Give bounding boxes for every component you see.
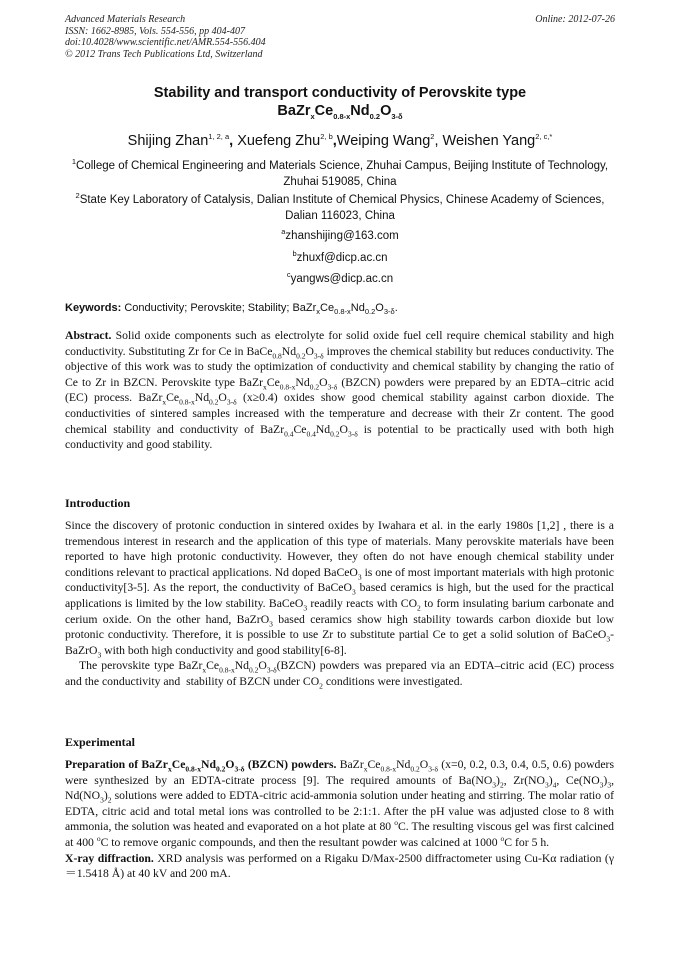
author-affil: 2	[430, 132, 435, 142]
xray-paragraph	[65, 851, 614, 882]
email-a: $^a$zhanshijing@163.com	[281, 227, 399, 242]
title-line-1: Stability and transport conductivity of Perovskite type	[153, 85, 527, 101]
affiliation-1: $^1$College of Chemical Engineering and Materials Science, Zhuhai Campus, Beijing Institute of Technology, Zhuhai 519085, China	[71, 157, 609, 188]
author-list: Shijing Zhan$^{1, 2, a}$, Xuefeng Zhu$^{2, b}$,Weiping Wang$^2$, Weishen Yang$^{2, c,*}$	[127, 132, 553, 149]
journal-header	[65, 14, 615, 60]
experimental-text: Preparation of $BaZr_xCe_{0.8-x}Nd_{0.2}O_{3-\delta}$ (BZCN) powders. $BaZr_xCe_{0.8-x}Nd_{0.2}O_{3-\delta}$ (x=0, 0.2, 0.3, 0.4, 0.5, 0.6) powders were synthesized by an EDTA-citrate process [9]. The required amounts of $Ba(NO_3)_2$, $Zr(NO_3)_4$, $Ce(NO_3)_3$, $Nd(NO_3)_2$ solutions were added to EDTA-citric acid-ammonia solution under heating and stirring. The molar ratio of EDTA, citric acid and total metal ions was controlled to be 2:1:1. After the pH value was adjusted close to 8 with ammonia, the solution was heated and evaporated on a hot plate at 80 $^o$C. The resulting viscous gel was first calcined at 400 $^o$C to remove organic compounds, and then the resultant powder was calcined at 1000 $^o$C for 5 h. X-ray diffraction. XRD analysis was performed on a Rigaku D/Max-2500 diffractometer using Cu-Kα radiation (γ＝1.5418 Å) at 40 kV and 200 mA.	[65, 758, 614, 881]
introduction-text: Since the discovery of protonic conduction in sintered oxides by Iwahara et al. in the early 1980s [1,2] , there is a tremendous interest in research and the application of this type of materials. Many perovskite materials have been reported to have high protonic conductivity. However, they often do not have enough chemical stability under conditions relevant to practical applications. Nd doped BaCeO$_3$ is one of most important materials with high protonic conductivity[3-5]. As the report, the conductivity of BaCeO$_3$ based ceramics is high, but the used for the practical applications is limited by the low stability. BaCeO$_3$ readily reacts with $CO_2$ to form insulating barium carbonate and cerium oxide. On the other hand, BaZrO$_3$ based ceramics show high stability towards carbon dioxide but low protonic conductivity. Therefore, it is possible to use Zr to substitute partial Ce to get a solid solution of BaCeO$_3$-BaZrO$_3$ with both high conductivity and good stability[6-8]. The perovskite type $BaZr_xCe_{0.8-x}Nd_{0.2}O_{3-\delta}(BZCN)$ powders was prepared via an EDTA–citric acid (EC) process and the conductivity and stability of BZCN under $CO_2$ conditions were investigated.	[65, 519, 615, 691]
preparation-label: Preparation of $BaZr_xCe_{0.8-x}Nd_{0.2}O_{3-\delta}$ (BZCN) powders.	[65, 758, 337, 774]
author-name: Weiping Wang	[336, 133, 431, 149]
introduction-heading: Introduction	[65, 496, 131, 510]
paper-title	[65, 84, 615, 120]
experimental-heading: Experimental	[65, 735, 135, 749]
email-c: $^c$yangws@dicp.ac.cn	[286, 270, 394, 285]
email-b: $^b$zhuxf@dicp.ac.cn	[292, 249, 388, 264]
author-affil: 2, c,*	[535, 132, 553, 142]
keywords-text: Conductivity; Perovskite; Stability;	[124, 302, 290, 314]
title-line-2: $BaZr_xCe_{0.8-x}Nd_{0.2}O_{3-\delta}$	[277, 103, 403, 121]
author-name: Weishen Yang	[442, 133, 536, 149]
author-affil: 2, b	[320, 132, 333, 142]
affiliation-2: $^2$State Key Laboratory of Catalysis, Dalian Institute of Chemical Physics, Chinese Academy of Sciences, Dalian 116023, China	[75, 191, 605, 222]
online-date: Online: 2012-07-26	[535, 14, 615, 25]
issn-line: ISSN: 1662-8985, Vols. 554-556, pp 404-407	[65, 25, 245, 37]
abstract-label: Abstract.	[65, 329, 112, 342]
xray-text: XRD analysis was performed on a Rigaku D/Max-2500 diffractometer using Cu-Kα radiation (γ＝1.5418 Å) at 40 kV and 200 mA.	[65, 851, 614, 881]
author-affil: 1, 2, a	[208, 132, 230, 142]
author-name: Shijing Zhan	[127, 133, 209, 149]
keywords: Keywords: Conductivity; Perovskite; Stability; $BaZr_xCe_{0.8-x}Nd_{0.2}O_{3-\delta}$.	[65, 302, 398, 317]
journal-name: Advanced Materials Research	[65, 14, 186, 25]
author-name: Xuefeng Zhu	[237, 133, 321, 149]
keywords-label: Keywords:	[65, 302, 122, 314]
introduction-paragraph-2: The perovskite type $BaZr_xCe_{0.8-x}Nd_{0.2}O_{3-\delta}(BZCN)$ powders was prepared via an EDTA–citric acid (EC) process and the conductivity and stability of BZCN under $CO_2$ conditions were investigated.	[65, 659, 614, 691]
abstract: Abstract. Solid oxide components such as electrolyte for solid oxide fuel cell require chemical stability and high conductivity. Substituting Zr for Ce in $BaCe_{0.8}Nd_{0.2}O_{3-\delta}$ improves the chemical stability but reduces conductivity. The objective of this work was to study the optimization of conductivity and chemical stability by changing the ratio of Ce to Zr in BZCN. Perovskite type $BaZr_xCe_{0.8-x}Nd_{0.2}O_{3-\delta}$ (BZCN) powders were prepared by an EDTA–citric acid (EC) process. $BaZr_xCe_{0.8-x}Nd_{0.2}O_{3-\delta}$ (x≥0.4) oxides show good chemical stability against carbon dioxide. The conductivities of sintered samples increased with the temperature and decrease with their Zr content. The good chemical stability and conductivity of $BaZr_{0.4}Ce_{0.4}Nd_{0.2}O_{3-\delta}$ is potential to be practically used with both high conductivity and good stability.	[65, 329, 615, 452]
xray-label: X-ray diffraction.	[65, 851, 154, 865]
doi-line: doi:10.4028/www.scientific.net/AMR.554-556.404	[65, 37, 266, 48]
copyright-line: © 2012 Trans Tech Publications Ltd, Switzerland	[65, 48, 263, 60]
